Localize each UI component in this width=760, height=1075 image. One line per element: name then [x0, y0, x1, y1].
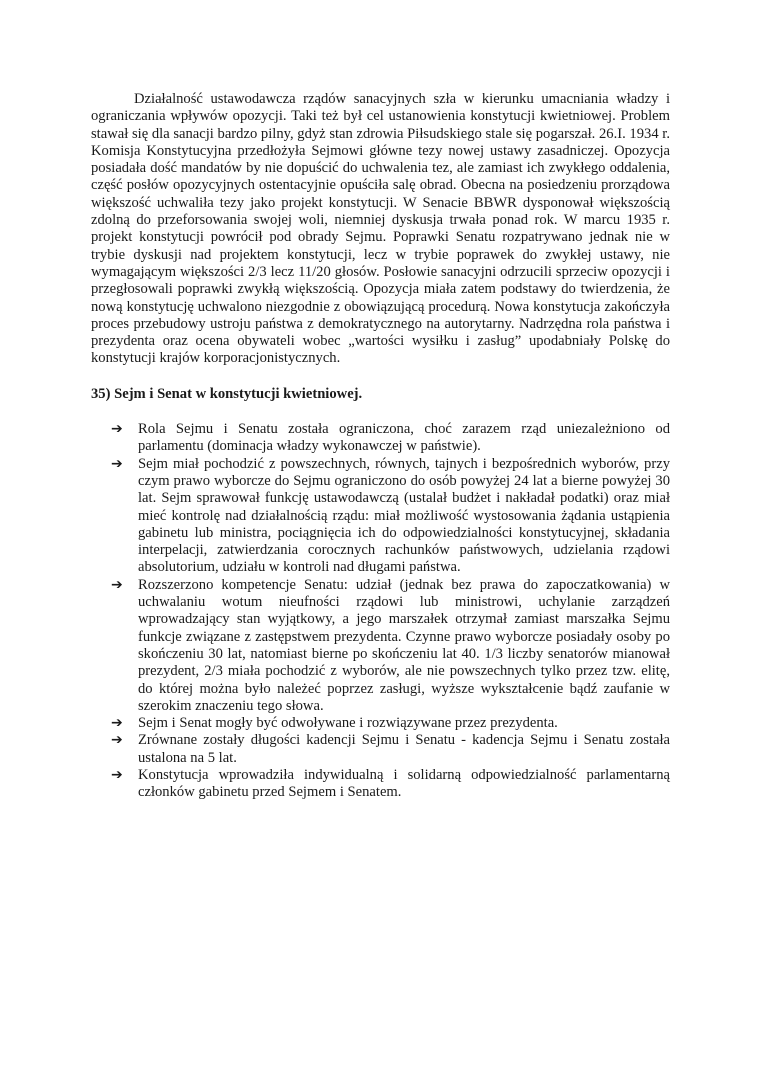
- list-item: [91, 577, 670, 715]
- arrow-right-icon: ➔: [111, 715, 123, 732]
- arrow-right-icon: ➔: [111, 421, 123, 438]
- list-item-text: Zrównane zostały długości kadencji Sejmu i Senatu - kadencja Sejmu i Senatu została ustalona na 5 lat.: [138, 732, 670, 766]
- list-item: [91, 456, 670, 577]
- intro-paragraph: Działalność ustawodawcza rządów sanacyjnych szła w kierunku umacniania władzy i ograniczania wpływów opozycji. Taki też był cel ustanowienia konstytucji kwietniowej. Problem stawał się dla sanacji bardzo pilny, gdyż stan zdrowia Piłsudskiego stale się pogarszał. 26.I. 1934 r. Komisja Konstytucyjna przedłożyła Sejmowi główne tezy nowej ustawy zasadniczej. Opozycja posiadała dość mandatów by nie dopuścić do uchwalenia tez, ale zamiast ich zwykłego oddalenia, część posłów opozycyjnych ostentacyjnie opuściła salę obrad. Obecna na posiedzeniu prorządowa większość uchwaliła tezy jako projekt konstytucji. W Senacie BBWR dysponował większością zdolną do przeforsowania swojej woli, niemniej dyskusja trwała ponad rok. W marcu 1935 r. projekt konstytucji powrócił pod obrady Sejmu. Poprawki Senatu rozpatrywano jednak nie w trybie dyskusji nad projektem konstytucji, lecz w trybie poprawek do zwykłej ustawy, nie wymagającym większości 2/3 lecz 11/20 głosów. Posłowie sanacyjni odrzucili sprzeciw opozycji i przegłosowali poprawki zwykłą większością. Opozycja miała zatem podstawy do twierdzenia, że nową konstytucję uchwalono niezgodnie z obowiązującą procedurą. Nowa konstytucja zakończyła proces przebudowy ustroju państwa z demokratycznego na autorytarny. Nadrzędna rola państwa i prezydenta oraz ocena obywateli wobec „wartości wysiłku i zasług” upodabniały Polskę do konstytucji krajów korporacjonistycznych.: [91, 91, 670, 367]
- arrow-right-icon: ➔: [111, 455, 123, 472]
- section-heading: 35) Sejm i Senat w konstytucji kwietniowej.: [91, 385, 363, 402]
- bullet-list: [91, 421, 670, 802]
- arrow-right-icon: ➔: [111, 576, 123, 593]
- list-item: [91, 421, 670, 456]
- document-page: [91, 91, 670, 802]
- list-item-text: Rozszerzono kompetencje Senatu: udział (jednak bez prawa do zapoczatkowania) w uchwalaniu wotum nieufności rządowi lub ministrowi, uchylanie zarządzeń wprowadzający stan wyjątkowy, a jego marszałek otrzymał zamiast marszałka Sejmu funkcje związane z zastępstwem prezydenta. Czynne prawo wyborcze posiadały osoby po skończeniu 30 lat, natomiast bierne po skończeniu lat 40. 1/3 liczby senatorów mianował prezydent, 2/3 miała pochodzić z wyborów, ale nie powszechnych tylko przez tzw. elitę, do której można było należeć poprzez zasługi, wyższe wykształcenie bądź zaufanie w szerokim znaczeniu tego słowa.: [138, 576, 670, 714]
- list-item-text: Sejm i Senat mogły być odwoływane i rozwiązywane przez prezydenta.: [138, 715, 558, 732]
- arrow-right-icon: ➔: [111, 766, 123, 783]
- list-item-text: Rola Sejmu i Senatu została ograniczona, choć zarazem rząd uniezależniono od parlamentu (dominacja władzy wykonawczej w państwie).: [138, 421, 670, 455]
- list-item: [91, 767, 670, 802]
- list-item: [91, 715, 670, 732]
- list-item-text: Sejm miał pochodzić z powszechnych, równych, tajnych i bezpośrednich wyborów, przy czym prawo wyborcze do Sejmu ograniczono do osób powyżej 24 lat a bierne powyżej 30 lat. Sejm sprawował funkcję ustawodawczą (ustalał budżet i nakładał podatki) oraz miał mieć kontrolę nad działalnością rządu: miał możliwość wystosowania żądania ustąpienia gabinetu lub ministra, pociągnięcia ich do odpowiedzialności konstytucyjnej, składania interpelacji, zatwierdzania corocznych rachunków państwowych, udzielania rządowi absolutorium, udziału w kontroli nad długami państwa.: [138, 455, 670, 576]
- list-item-text: Konstytucja wprowadziła indywidualną i solidarną odpowiedzialność parlamentarną członków gabinetu przed Sejmem i Senatem.: [138, 766, 670, 801]
- list-item: [91, 732, 670, 767]
- arrow-right-icon: ➔: [111, 732, 123, 749]
